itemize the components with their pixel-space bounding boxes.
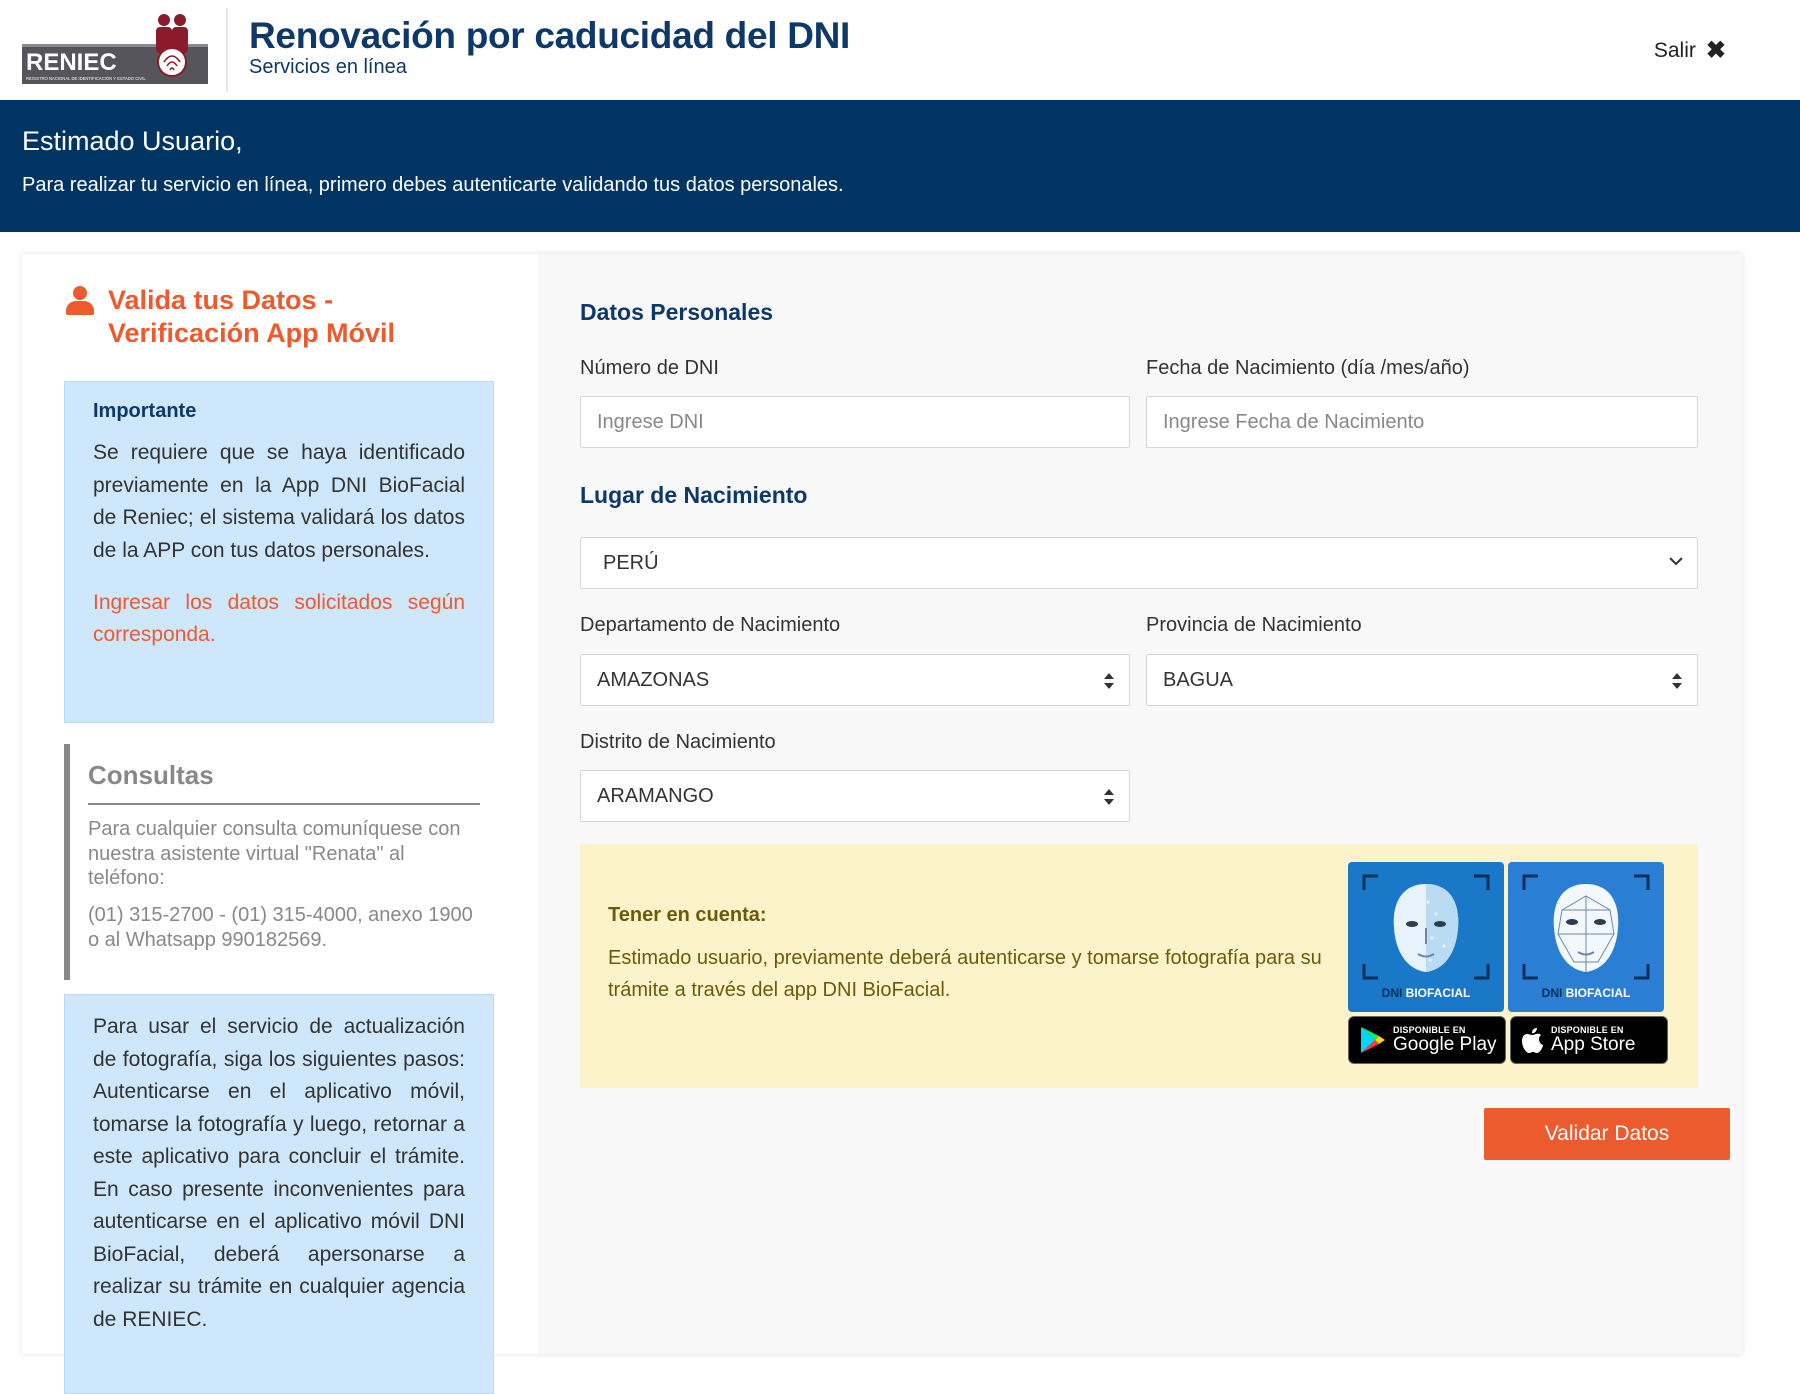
department-value: AMAZONAS <box>597 668 710 691</box>
important-box <box>64 381 494 723</box>
page-title: Renovación por caducidad del DNI <box>249 15 851 56</box>
google-play-icon <box>1359 1025 1387 1055</box>
district-select[interactable] <box>580 770 1130 822</box>
birthdate-input[interactable] <box>1146 396 1698 448</box>
app-store-badge[interactable] <box>1510 1016 1668 1064</box>
note-box <box>580 844 1698 1088</box>
page-subtitle: Servicios en línea <box>249 56 407 78</box>
important-text: Se requiere que se haya identificado previamente en la App DNI BioFacial de Reniec; el sistema validará los datos de la APP con tus datos personales. <box>93 441 465 562</box>
birthplace-title: Lugar de Nacimiento <box>580 482 808 508</box>
header-divider <box>226 8 228 92</box>
consultas-phones: (01) 315-2700 - (01) 315-4000, anexo 1900 o al Whatsapp 990182569. <box>88 903 473 951</box>
apple-icon <box>1521 1026 1545 1054</box>
sidebar-heading-text: Valida tus Datos - Verificación App Móvil <box>108 285 396 348</box>
user-icon <box>66 286 94 318</box>
sidebar-heading <box>66 284 488 350</box>
welcome-banner <box>0 100 1800 232</box>
important-title: Importante <box>93 400 197 422</box>
app-store-text: App Store <box>1551 1034 1636 1055</box>
app-store-small-text: DISPONIBLE EN <box>1551 1025 1624 1035</box>
app-name-prefix: DNI <box>1381 986 1403 1000</box>
biofacial-app-tile[interactable] <box>1508 862 1664 1012</box>
svg-text:REGISTRO NACIONAL DE IDENTIFIC: REGISTRO NACIONAL DE IDENTIFICACIÓN Y ESTADO CIVIL <box>26 76 146 81</box>
personal-data-title: Datos Personales <box>580 299 774 325</box>
note-title: Tener en cuenta: <box>608 904 767 926</box>
app-name: BIOFACIAL <box>1405 986 1471 1000</box>
title-block <box>249 16 850 78</box>
dni-input[interactable] <box>580 396 1130 448</box>
sort-arrows-icon <box>1103 786 1115 808</box>
steps-box <box>64 994 494 1394</box>
close-icon: ✖ <box>1705 37 1726 64</box>
logout-label: Salir <box>1653 38 1696 62</box>
validate-data-button[interactable]: Validar Datos <box>1484 1108 1730 1160</box>
dni-label: Número de DNI <box>580 357 719 379</box>
sidebar <box>22 254 538 1354</box>
province-select[interactable] <box>1146 654 1698 706</box>
banner-greeting: Estimado Usuario, <box>22 126 243 156</box>
sort-arrows-icon <box>1671 670 1683 692</box>
reniec-logo[interactable] <box>22 14 208 84</box>
form-panel <box>538 254 1742 1354</box>
province-label: Provincia de Nacimiento <box>1146 614 1362 636</box>
biofacial-app-tile[interactable] <box>1348 862 1504 1012</box>
sort-arrows-icon <box>1103 670 1115 692</box>
app-name-prefix: DNI <box>1541 986 1563 1000</box>
main-card <box>22 254 1742 1354</box>
chevron-down-icon <box>1669 556 1683 566</box>
logout-button[interactable] <box>1654 36 1726 65</box>
department-label: Departamento de Nacimiento <box>580 614 841 636</box>
consultas-text: Para cualquier consulta comuníquese con nuestra asistente virtual "Renata" al teléfono: <box>88 818 461 889</box>
birthdate-label: Fecha de Nacimiento (día /mes/año) <box>1146 357 1470 379</box>
important-highlight: Ingresar los datos solicitados según corresponda. <box>93 591 465 646</box>
district-value: ARAMANGO <box>597 784 714 807</box>
country-select[interactable] <box>580 537 1698 589</box>
note-text: Estimado usuario, previamente deberá autenticarse y tomarse fotografía para su trámite a través del app DNI BioFacial. <box>608 947 1322 1001</box>
banner-message: Para realizar tu servicio en línea, primero debes autenticarte validando tus datos personales. <box>22 174 844 196</box>
country-value: PERÚ <box>603 551 659 574</box>
google-play-text: Google Play <box>1393 1034 1497 1055</box>
page-header <box>0 0 1800 100</box>
google-play-small-text: DISPONIBLE EN <box>1393 1025 1466 1035</box>
consultas-title: Consultas <box>88 760 480 805</box>
google-play-badge[interactable] <box>1348 1016 1506 1064</box>
consultas-box <box>64 744 494 980</box>
app-name: BIOFACIAL <box>1565 986 1631 1000</box>
district-label: Distrito de Nacimiento <box>580 731 776 753</box>
province-value: BAGUA <box>1163 668 1234 691</box>
svg-text:RENIEC: RENIEC <box>26 49 117 76</box>
steps-text: Para usar el servicio de actualización de fotografía, siga los siguientes pasos: Autenticarse en el aplicativo móvil, tomarse la fotografía y luego, retornar a este aplicativo para concluir el trámite. En caso presente inconvenientes para autenticarse en el aplicativo móvil DNI BioFacial, deberá apersonarse a realizar su trámite en cualquier agencia de RENIEC. <box>93 1015 465 1331</box>
department-select[interactable] <box>580 654 1130 706</box>
